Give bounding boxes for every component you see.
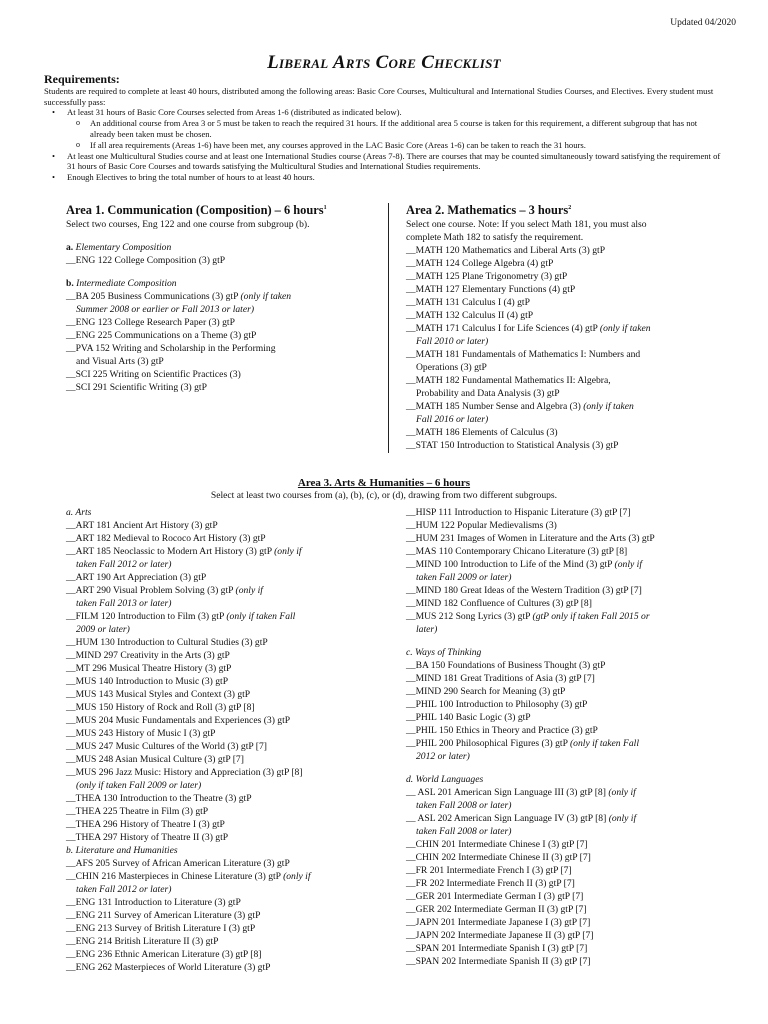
course-text: __CHIN 216 Masterpieces in Chinese Literature (3) gtP <box>66 871 284 882</box>
course-line <box>66 329 382 342</box>
course-line <box>66 558 396 571</box>
course-line <box>406 322 736 335</box>
course-line <box>66 316 382 329</box>
course-line <box>406 439 736 452</box>
course-line <box>66 662 396 675</box>
area1-subgroup-b <box>66 277 382 290</box>
course-note: taken Fall 2012 or later) <box>76 559 172 570</box>
course-text: __THEA 130 Introduction to the Theatre (3) gtP <box>66 793 252 804</box>
course-note: Fall 2010 or later) <box>416 336 489 347</box>
course-line <box>406 374 736 387</box>
course-line <box>66 675 396 688</box>
course-line <box>406 877 746 890</box>
course-text: __ ASL 202 American Sign Language IV (3) gtP [8] <box>406 813 609 824</box>
course-line <box>406 283 736 296</box>
course-text: __HISP 111 Introduction to Hispanic Literature (3) gtP [7] <box>406 507 631 518</box>
course-line <box>406 825 746 838</box>
spacer <box>406 636 746 646</box>
course-line <box>406 309 736 322</box>
course-line <box>66 766 396 779</box>
course-line <box>406 361 736 374</box>
course-note: taken Fall 2012 or later) <box>76 884 172 895</box>
course-text: __SCI 291 Scientific Writing (3) gtP <box>66 382 207 393</box>
course-line <box>66 896 396 909</box>
subgroup-letter: a. <box>66 242 74 253</box>
course-line <box>406 916 746 929</box>
course-note: (only if taken <box>599 323 651 334</box>
course-text: __MATH 182 Fundamental Mathematics II: Algebra, <box>406 375 611 386</box>
course-text: __PHIL 200 Philosophical Figures (3) gtP <box>406 738 570 749</box>
course-text: __ART 190 Art Appreciation (3) gtP <box>66 572 207 583</box>
course-text: __FILM 120 Introduction to Film (3) gtP <box>66 611 227 622</box>
course-text: __MUS 143 Musical Styles and Context (3) gtP <box>66 689 251 700</box>
area3-description: Select at least two courses from (a), (b), (c), or (d), drawing from two different subgroups. <box>210 490 558 501</box>
course-line <box>406 672 746 685</box>
course-line <box>406 610 746 623</box>
area2-section <box>406 203 736 452</box>
course-note: (only if <box>608 813 637 824</box>
course-line <box>66 342 382 355</box>
course-line <box>406 506 746 519</box>
course-text: __PHIL 100 Introduction to Philosophy (3) gtP <box>406 699 588 710</box>
course-text: __MIND 180 Great Ideas of the Western Tradition (3) gtP [7] <box>406 585 642 596</box>
course-text: __MATH 185 Number Sense and Algebra (3) <box>406 401 584 412</box>
course-text: __ENG 123 College Research Paper (3) gtP <box>66 317 235 328</box>
course-text: __PHIL 140 Basic Logic (3) gtP <box>406 712 531 723</box>
course-line <box>406 929 746 942</box>
course-line <box>406 864 746 877</box>
course-text: __GER 202 Intermediate German II (3) gtP [7] <box>406 904 587 915</box>
course-text: __HUM 231 Images of Women in Literature and the Arts (3) gtP <box>406 533 655 544</box>
course-line <box>406 903 746 916</box>
course-text: __MIND 297 Creativity in the Arts (3) gtP <box>66 650 230 661</box>
course-line <box>406 838 746 851</box>
subgroup-title: c. Ways of Thinking <box>406 647 482 658</box>
area1-heading-text: Area 1. Communication (Composition) – 6 hours <box>66 203 324 217</box>
course-text: __THEA 225 Theatre in Film (3) gtP <box>66 806 209 817</box>
course-text: __CHIN 202 Intermediate Chinese II (3) gtP [7] <box>406 852 591 863</box>
course-note: (only if taken Fall 2009 or later) <box>76 780 202 791</box>
course-line <box>66 584 396 597</box>
course-text: __MUS 150 History of Rock and Roll (3) gtP [8] <box>66 702 255 713</box>
course-text: __MIND 182 Confluence of Cultures (3) gtP [8] <box>406 598 592 609</box>
area2-heading-text: Area 2. Mathematics – 3 hours <box>406 203 569 217</box>
course-note: (only if taken <box>583 401 634 412</box>
course-text: __MAS 110 Contemporary Chicano Literature (3) gtP [8] <box>406 546 628 557</box>
course-text: __ENG 122 College Composition (3) gtP <box>66 255 226 266</box>
course-line <box>406 724 746 737</box>
course-line <box>406 532 746 545</box>
course-line <box>66 779 396 792</box>
area3-heading: Area 3. Arts & Humanities – 6 hours <box>297 477 471 489</box>
course-line <box>406 558 746 571</box>
course-text: __JAPN 202 Intermediate Japanese II (3) gtP [7] <box>406 930 594 941</box>
course-line <box>406 659 746 672</box>
course-line <box>66 571 396 584</box>
course-text: __ENG 225 Communications on a Theme (3) gtP <box>66 330 257 341</box>
course-line <box>66 714 396 727</box>
course-line <box>406 545 746 558</box>
area2-footnote-ref: 2 <box>568 204 572 211</box>
course-note: taken Fall 2008 or later) <box>416 826 512 837</box>
course-line <box>406 597 746 610</box>
course-text: __PHIL 150 Ethics in Theory and Practice (3) gtP <box>406 725 598 736</box>
course-text: __MATH 171 Calculus I for Life Sciences (4) gtP <box>406 323 600 334</box>
course-line <box>66 727 396 740</box>
course-line <box>406 257 736 270</box>
course-text: __THEA 297 History of Theatre II (3) gtP <box>66 832 229 843</box>
course-line <box>66 805 396 818</box>
course-text: __CHIN 201 Intermediate Chinese I (3) gtP [7] <box>406 839 588 850</box>
course-line <box>406 685 746 698</box>
course-text: __STAT 150 Introduction to Statistical Analysis (3) gtP <box>406 440 619 451</box>
course-text: __SPAN 202 Intermediate Spanish II (3) gtP [7] <box>406 956 591 967</box>
course-line <box>66 857 396 870</box>
course-text: __MATH 186 Elements of Calculus (3) <box>406 427 558 438</box>
area1-b-course-list <box>66 290 382 394</box>
requirements-section <box>44 74 724 183</box>
course-text: __ENG 211 Survey of American Literature (3) gtP <box>66 910 261 921</box>
area2-description-line2: complete Math 182 to satisfy the requirement. <box>406 232 584 243</box>
course-line <box>406 750 746 763</box>
column-divider <box>388 203 389 453</box>
spacer <box>406 763 746 773</box>
course-line <box>406 335 736 348</box>
subgroup-title: a. Arts <box>66 507 92 518</box>
course-text: __HUM 122 Popular Medievalisms (3) <box>406 520 557 531</box>
subgroup-title: Intermediate Composition <box>76 278 177 289</box>
course-text: __MUS 296 Jazz Music: History and Appreciation (3) gtP [8] <box>66 767 303 778</box>
area2-course-list <box>406 244 736 452</box>
requirements-heading: Requirements: <box>44 72 120 86</box>
course-note: (only if <box>274 546 302 557</box>
course-text: __MATH 131 Calculus I (4) gtP <box>406 297 530 308</box>
course-line <box>66 701 396 714</box>
course-line <box>406 799 746 812</box>
course-text: __JAPN 201 Intermediate Japanese I (3) gtP [7] <box>406 917 591 928</box>
area3-left-column <box>66 506 396 974</box>
course-text: __MUS 243 History of Music I (3) gtP <box>66 728 216 739</box>
course-line <box>66 688 396 701</box>
course-text: and Visual Arts (3) gtP <box>76 356 164 367</box>
area1-a-course-list <box>66 254 382 267</box>
course-line <box>406 737 746 750</box>
course-text: __ART 181 Ancient Art History (3) gtP <box>66 520 218 531</box>
course-line <box>66 597 396 610</box>
course-note: 2012 or later) <box>416 751 470 762</box>
course-line <box>66 818 396 831</box>
course-text: __MATH 132 Calculus II (4) gtP <box>406 310 534 321</box>
requirement-item: • Enough Electives to bring the total number of hours to at least 40 hours. <box>67 172 724 183</box>
course-line <box>406 786 746 799</box>
area2-description-line1: Select one course. Note: If you select Math 181, you must also <box>406 219 647 230</box>
course-note: later) <box>416 624 438 635</box>
course-text: Operations (3) gtP <box>416 362 487 373</box>
course-line <box>66 935 396 948</box>
course-text: __ART 290 Visual Problem Solving (3) gtP <box>66 585 236 596</box>
course-note: (only if <box>235 585 263 596</box>
course-line <box>66 636 396 649</box>
course-line <box>66 831 396 844</box>
course-note: (only if taken Fall <box>226 611 296 622</box>
area1-footnote-ref: 1 <box>323 204 327 211</box>
requirement-subitem: o If all area requirements (Areas 1-6) have been met, any courses approved in the LAC Basic Core (Areas 1-6) can be taken to reach the 31 hours. <box>90 140 724 151</box>
course-line <box>406 426 736 439</box>
subgroup-title: Elementary Composition <box>75 242 172 253</box>
page-title: Liberal Arts Core Checklist <box>267 52 501 73</box>
requirement-sublist <box>67 118 724 150</box>
course-line <box>406 296 736 309</box>
course-line <box>406 244 736 257</box>
course-text: __ENG 236 Ethnic American Literature (3) gtP [8] <box>66 949 262 960</box>
requirement-subitem: o An additional course from Area 3 or 5 must be taken to reach the required 31 hours. If the additional area 5 course is taken for this requirement, a different subgroup that has not already been taken must be chosen. <box>90 118 724 140</box>
course-text: __MIND 290 Search for Meaning (3) gtP <box>406 686 566 697</box>
course-line <box>66 355 382 368</box>
area1-description: Select two courses, Eng 122 and one course from subgroup (b). <box>66 219 310 230</box>
course-line <box>66 623 396 636</box>
requirement-text: At least 31 hours of Basic Core Courses selected from Areas 1-6 (distributed as indicated below). <box>67 107 402 118</box>
course-note: Summer 2008 or earlier or Fall 2013 or later) <box>76 304 255 315</box>
course-text: Probability and Data Analysis (3) gtP <box>416 388 560 399</box>
requirement-item <box>67 107 724 150</box>
course-note: (only if taken <box>240 291 292 302</box>
course-text: __ART 185 Neoclassic to Modern Art History (3) gtP <box>66 546 275 557</box>
course-text: __MUS 140 Introduction to Music (3) gtP <box>66 676 229 687</box>
course-line <box>406 387 736 400</box>
course-text: __BA 150 Foundations of Business Thought (3) gtP <box>406 660 606 671</box>
course-text: __HUM 130 Introduction to Cultural Studies (3) gtP <box>66 637 268 648</box>
course-text: __FR 201 Intermediate French I (3) gtP [7] <box>406 865 572 876</box>
area1-section <box>66 203 382 394</box>
course-line <box>406 519 746 532</box>
course-line <box>66 545 396 558</box>
subgroup-letter: b. <box>66 278 74 289</box>
course-text: __FR 202 Intermediate French II (3) gtP [7] <box>406 878 575 889</box>
course-note: taken Fall 2009 or later) <box>416 572 512 583</box>
course-text: __ENG 262 Masterpieces of World Literature (3) gtP <box>66 962 271 973</box>
course-text: __PVA 152 Writing and Scholarship in the Performing <box>66 343 276 354</box>
course-line <box>406 812 746 825</box>
course-text: __MUS 212 Song Lyrics (3) gtP <box>406 611 533 622</box>
course-line <box>406 623 746 636</box>
course-line <box>66 922 396 935</box>
subgroup-title: d. World Languages <box>406 774 484 785</box>
course-line <box>406 270 736 283</box>
area1-subgroup-a <box>66 241 382 254</box>
course-line <box>66 740 396 753</box>
course-text: __MUS 248 Asian Musical Culture (3) gtP [7] <box>66 754 244 765</box>
course-text: __MUS 247 Music Cultures of the World (3) gtP [7] <box>66 741 267 752</box>
course-line <box>66 753 396 766</box>
course-text: __ENG 213 Survey of British Literature I (3) gtP <box>66 923 256 934</box>
course-line <box>66 532 396 545</box>
course-text: __MIND 100 Introduction to Life of the Mind (3) gtP <box>406 559 615 570</box>
course-text: __ENG 214 British Literature II (3) gtP <box>66 936 219 947</box>
updated-date: Updated 04/2020 <box>670 18 736 28</box>
course-text: __MATH 127 Elementary Functions (4) gtP <box>406 284 576 295</box>
course-line <box>406 955 746 968</box>
course-line <box>66 290 382 303</box>
course-line <box>66 909 396 922</box>
course-text: __AFS 205 Survey of African American Literature (3) gtP <box>66 858 290 869</box>
course-line <box>406 890 746 903</box>
course-line <box>66 610 396 623</box>
requirements-intro: Students are required to complete at least 40 hours, distributed among the following areas: Basic Core Courses, Multicultural and International Studies Courses, and Electives. Every student must successfully pass: <box>44 85 714 107</box>
course-line <box>66 368 382 381</box>
area3-right-column <box>406 506 746 968</box>
course-text: __MIND 181 Great Traditions of Asia (3) gtP [7] <box>406 673 595 684</box>
course-line <box>66 792 396 805</box>
course-line <box>66 870 396 883</box>
course-line <box>66 254 382 267</box>
course-note: (only if <box>608 787 636 798</box>
course-text: __MUS 204 Music Fundamentals and Experiences (3) gtP <box>66 715 291 726</box>
course-line <box>406 698 746 711</box>
course-text: __MATH 181 Fundamentals of Mathematics I: Numbers and <box>406 349 641 360</box>
course-text: __ENG 131 Introduction to Literature (3) gtP <box>66 897 241 908</box>
course-note: taken Fall 2013 or later) <box>76 598 172 609</box>
course-text: __ ASL 201 American Sign Language III (3) gtP [8] <box>406 787 609 798</box>
course-note: Fall 2016 or later) <box>416 414 489 425</box>
course-text: __MATH 125 Plane Trigonometry (3) gtP <box>406 271 568 282</box>
course-note: (only if <box>283 871 311 882</box>
area2-heading <box>406 203 736 217</box>
area1-heading <box>66 203 382 217</box>
course-line <box>66 883 396 896</box>
course-line <box>66 303 382 316</box>
course-text: __BA 205 Business Communications (3) gtP <box>66 291 241 302</box>
course-text: __GER 201 Intermediate German I (3) gtP [7] <box>406 891 584 902</box>
course-text: __SCI 225 Writing on Scientific Practices (3) <box>66 369 241 380</box>
course-note: taken Fall 2008 or later) <box>416 800 512 811</box>
course-note: (only if taken Fall <box>569 738 639 749</box>
subgroup-title: b. Literature and Humanities <box>66 845 178 856</box>
course-text: __SPAN 201 Intermediate Spanish I (3) gtP [7] <box>406 943 588 954</box>
course-line <box>66 961 396 974</box>
course-line <box>66 948 396 961</box>
course-note: 2009 or later) <box>76 624 130 635</box>
course-line <box>406 348 736 361</box>
requirement-item: • At least one Multicultural Studies course and at least one International Studies course (Areas 7-8). There are courses that may be counted simultaneously toward satisfying the requirement of 31 hours of Basic Core Courses and towards satisfying the Multicultural Studies and International Studies requirements. <box>67 151 724 173</box>
course-line <box>406 851 746 864</box>
course-note: (only if <box>614 559 642 570</box>
course-line <box>406 942 746 955</box>
course-line <box>406 413 736 426</box>
course-line <box>406 400 736 413</box>
course-text: __MATH 120 Mathematics and Liberal Arts (3) gtP <box>406 245 606 256</box>
course-text: __MATH 124 College Algebra (4) gtP <box>406 258 554 269</box>
course-line <box>406 584 746 597</box>
course-note: (gtP only if taken Fall 2015 or <box>532 611 650 622</box>
course-line <box>406 571 746 584</box>
course-line <box>66 519 396 532</box>
requirements-list <box>44 107 724 183</box>
course-text: __MT 296 Musical Theatre History (3) gtP <box>66 663 232 674</box>
course-text: __THEA 296 History of Theatre I (3) gtP <box>66 819 225 830</box>
course-line <box>406 711 746 724</box>
course-line <box>66 649 396 662</box>
course-line <box>66 381 382 394</box>
course-text: __ART 182 Medieval to Rococo Art History (3) gtP <box>66 533 266 544</box>
